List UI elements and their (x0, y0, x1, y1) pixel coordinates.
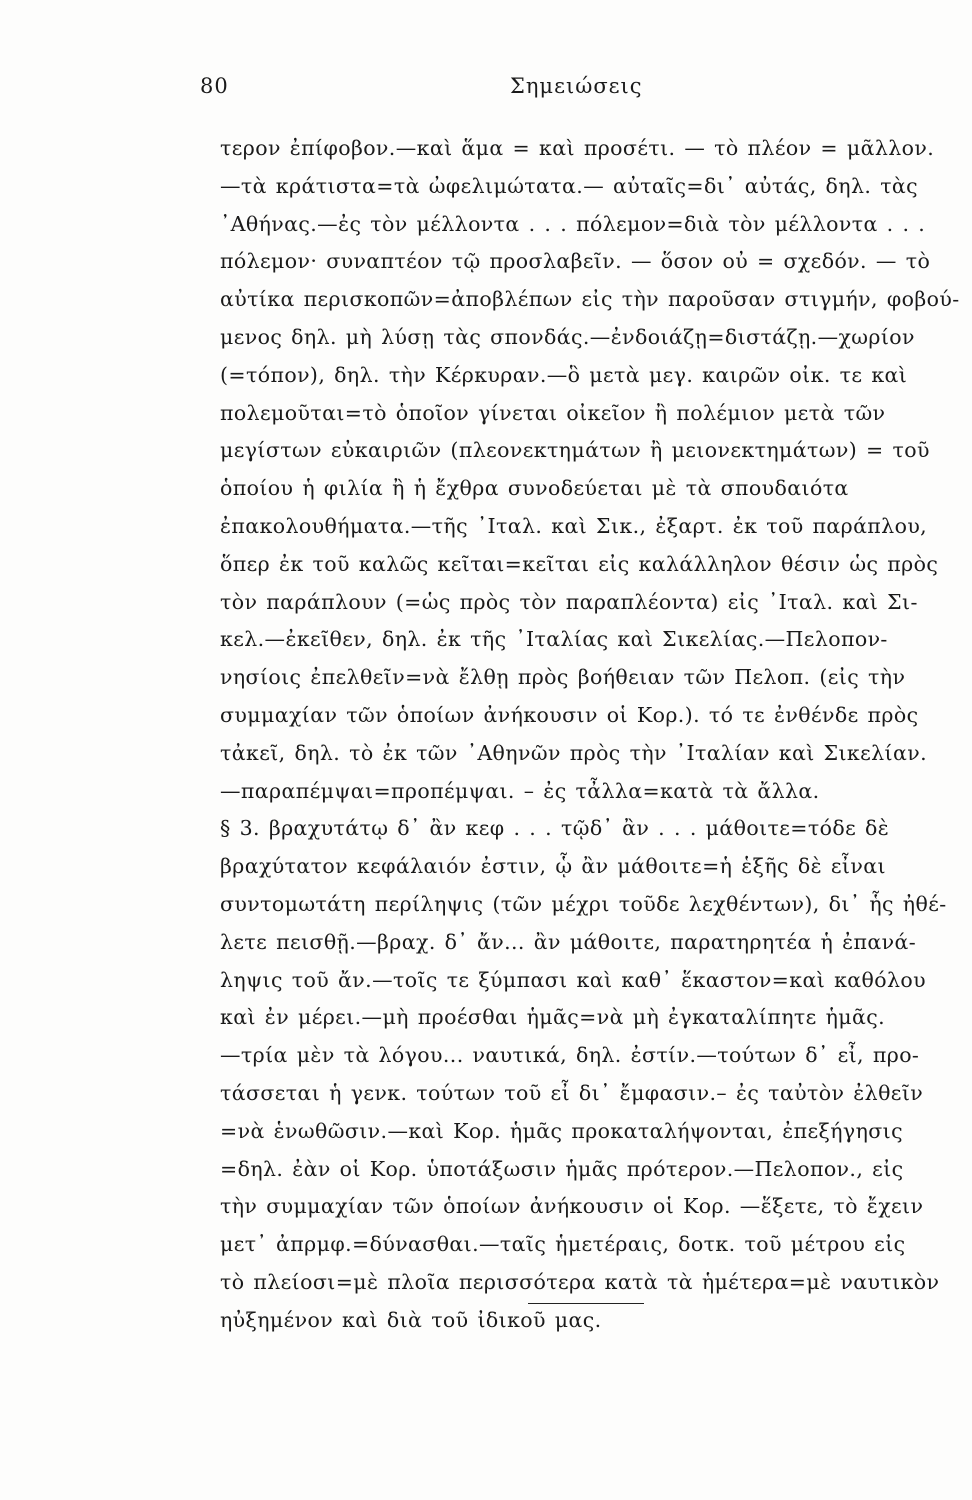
text-line: συμμαχίαν τῶν ὁποίων ἀνήκουσιν οἱ Κορ.). τό τε ἐνθένδε πρὸς (220, 702, 919, 727)
text-line: τὸν παράπλουν (=ὡς πρὸς τὸν παραπλέοντα) εἰς ᾿Ιταλ. καὶ Σι- (220, 589, 918, 614)
text-line: μετ᾿ ἀπρμφ.=δύνασθαι.—ταῖς ἡμετέραις, δοτκ. τοῦ μέτρου εἰς (220, 1232, 906, 1257)
text-line: ληψις τοῦ ἄν.—τοῖς τε ξύμπασι καὶ καθ᾿ ἕκαστον=καὶ καθόλου (220, 967, 927, 992)
text-line: λετε πεισθῇ.—βραχ. δ᾿ ἄν... ἂν μάθοιτε, παρατηρητέα ἡ ἐπανά- (220, 929, 917, 954)
text-line: —τὰ κράτιστα=τὰ ὠφελιμώτατα.— αὐταῖς=δι᾿ αὐτάς, δηλ. τὰς (220, 173, 919, 198)
text-line: ἐπακολουθήματα.—τῆς ᾿Ιταλ. καὶ Σικ., ἐξαρτ. ἐκ τοῦ παράπλου, (220, 513, 928, 538)
text-line: ηὐξημένον καὶ διὰ τοῦ ἰδικοῦ μας. (220, 1307, 602, 1332)
text-line: § 3. βραχυτάτῳ δ᾿ ἂν κεφ . . . τῷδ᾿ ἂν . . . μάθοιτε=τόδε δὲ (220, 816, 890, 841)
text-line: συντομωτάτη περίληψις (τῶν μέχρι τοῦδε λεχθέντων), δι᾿ ἧς ἠθέ- (220, 891, 947, 916)
text-line: τάσσεται ἡ γενκ. τούτων τοῦ εἶ δι᾿ ἔμφασιν.– ἐς ταὐτὸν ἐλθεῖν (220, 1080, 924, 1105)
text-line: κελ.—ἐκεῖθεν, δηλ. ἐκ τῆς ᾿Ιταλίας καὶ Σικελίας.—Πελοπον- (220, 627, 888, 652)
text-line: =δηλ. ἐὰν οἱ Κορ. ὑποτάξωσιν ἡμᾶς πρότερον.—Πελοπον., εἰς (220, 1156, 904, 1181)
text-line: ὅπερ ἐκ τοῦ καλῶς κεῖται=κεῖται εἰς καλάλληλον θέσιν ὡς πρὸς (220, 551, 939, 576)
text-line: βραχύτατον κεφάλαιόν ἐστιν, ᾧ ἂν μάθοιτε=ἡ ἑξῆς δὲ εἶναι (220, 854, 886, 879)
body-text (220, 130, 960, 1340)
text-line: πόλεμον· συναπτέον τῷ προσλαβεῖν. — ὅσον οὐ = σχεδόν. — τὸ (220, 249, 931, 274)
text-line: νησίοις ἐπελθεῖν=νὰ ἔλθῃ πρὸς βοήθειαν τῶν Πελοπ. (εἰς τὴν (220, 665, 906, 690)
running-head: Σημειώσεις (510, 74, 643, 98)
text-line: (=τόπον), δηλ. τὴν Κέρκυραν.—ὃ μετὰ μεγ. καιρῶν οἰκ. τε καὶ (220, 362, 908, 387)
text-line: ὁποίου ἡ φιλία ἢ ἡ ἔχθρα συνοδεύεται μὲ τὰ σπουδαιότα (220, 476, 849, 501)
text-line: τἀκεῖ, δηλ. τὸ ἐκ τῶν ᾿Αθηνῶν πρὸς τὴν ᾿Ιταλίαν καὶ Σικελίαν. (220, 740, 928, 765)
text-line: —τρία μὲν τὰ λόγου... ναυτικά, δηλ. ἐστίν.—τούτων δ᾿ εἶ, προ- (220, 1043, 920, 1068)
text-line: τὴν συμμαχίαν τῶν ὁποίων ἀνήκουσιν οἱ Κορ. —ἕξετε, τὸ ἔχειν (220, 1194, 924, 1219)
text-line: καὶ ἐν μέρει.—μὴ προέσθαι ἡμᾶς=νὰ μὴ ἐγκαταλίπητε ἡμᾶς. (220, 1005, 886, 1030)
text-line: αὐτίκα περισκοπῶν=ἀποβλέπων εἰς τὴν παροῦσαν στιγμήν, φοβού- (220, 287, 960, 312)
text-line: ᾿Αθήνας.—ἐς τὸν μέλλοντα . . . πόλεμον=διὰ τὸν μέλλοντα . . . (220, 211, 926, 236)
text-line: πολεμοῦται=τὸ ὁποῖον γίνεται οἰκεῖον ἢ πολέμιον μετὰ τῶν (220, 400, 886, 425)
text-line: =νὰ ἑνωθῶσιν.—καὶ Κορ. ἡμᾶς προκαταλήψονται, ἐπεξήγησις (220, 1118, 903, 1143)
text-line: τὸ πλείοσι=μὲ πλοῖα περισσότερα κατὰ τὰ ἡμέτερα=μὲ ναυτικὸν (220, 1269, 940, 1294)
page-number: 80 (200, 74, 229, 98)
text-line: μεγίστων εὐκαιριῶν (πλεονεκτημάτων ἢ μειονεκτημάτων) = τοῦ (220, 438, 930, 463)
text-line: μενος δηλ. μὴ λύσῃ τὰς σπονδάς.—ἐνδοιάζῃ=διστάζῃ.—χωρίον (220, 324, 915, 349)
text-line: τερον ἐπίφοβον.—καὶ ἅμα = καὶ προσέτι. — τὸ πλέον = μᾶλλον. (220, 136, 935, 160)
footnote-divider (528, 1303, 644, 1304)
text-line: —παραπέμψαι=προπέμψαι. – ἐς τἆλλα=κατὰ τὰ ἄλλα. (220, 778, 820, 803)
